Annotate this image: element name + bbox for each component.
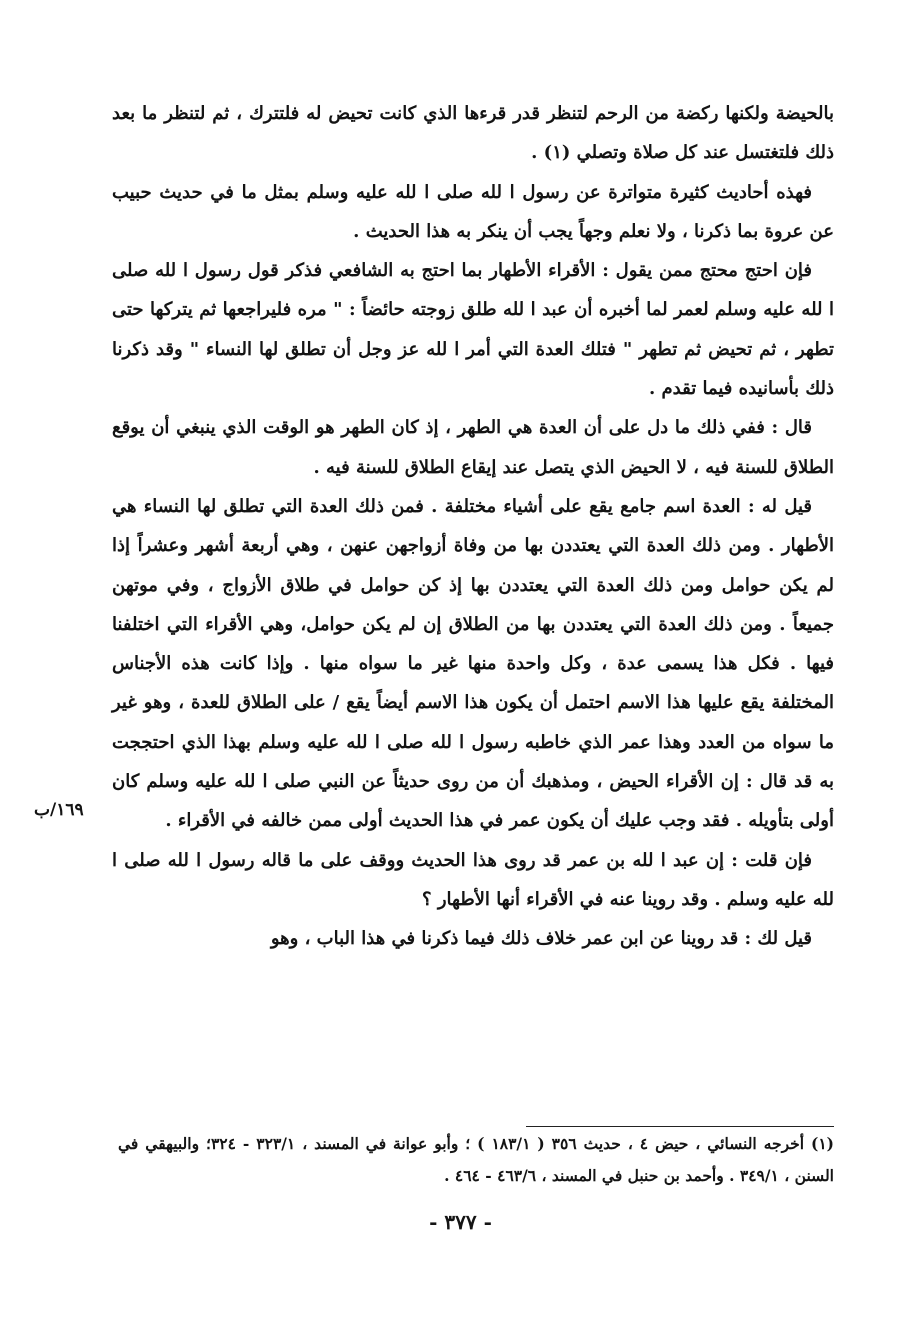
footnote-divider [526, 1126, 834, 1127]
footnotes [118, 1128, 834, 1192]
paragraph-argument: قال : ففي ذلك ما دل على أن العدة هي الطهر ، إذ كان الطهر هو الوقت الذي ينبغي أن يوقع الطلاق للسنة فيه ، لا الحيض الذي يتصل عند إيقاع الطلاق للسنة فيه . [112, 417, 834, 478]
paragraph-reply: قيل له : العدة اسم جامع يقع على أشياء مختلفة . فمن ذلك العدة التي تطلق لها النساء هي الأطهار . ومن ذلك العدة التي يعتددن بها من وفاة أزواجهن عنهن ، وهي أربعة أشهر وعشراً إذا لم يكن حوامل ومن ذلك العدة التي يعتددن بها إذ كن حوامل في طلاق الأزواج ، وفي موتهن جميعاً . ومن ذلك العدة التي يعتددن بها من الطلاق إن لم يكن حوامل، وهي الأقراء التي اختلفنا فيها . فكل هذا يسمى عدة ، وكل واحدة منها غير ما سواه منها . وإذا كانت هذه الأجناس المختلفة يقع عليها هذا الاسم احتمل أن يكون هذا الاسم أيضاً يقع / على الطلاق للعدة ، وهو غير ما سواه من العدد وهذا عمر الذي خاطبه رسول ا لله صلى ا لله عليه وسلم بهذا الذي احتججت به قد قال : إن الأقراء الحيض ، ومذهبك أن من روى حديثاً عن النبي صلى ا لله عليه وسلم كان أولى بتأويله . فقد وجب عليك أن يكون عمر في هذا الحديث أولى ممن خالفه في الأقراء . [112, 495, 835, 832]
main-text-body [112, 94, 834, 959]
manuscript-folio-note: ١٦٩/ب [34, 800, 84, 820]
footnote-1: (١) أخرجه النسائي ، حيض ٤ ، حديث ٣٥٦ ( ١٨٣/١ ) ؛ وأبو عوانة في المسند ، ٣٢٣/١ - ٣٢٤؛ والبيهقي في السنن ، ٣٤٩/١ . وأحمد بن حنبل في المسند ، ٤٦٣/٦ - ٤٦٤ . [118, 1134, 834, 1185]
paragraph-continuation: بالحيضة ولكنها ركضة من الرحم لتنظر قدر قرءها الذي كانت تحيض له فلتترك ، ثم لتنظر ما بعد ذلك فلتغتسل عند كل صلاة وتصلي (١) . [112, 103, 834, 164]
paragraph-hadith-summary: فهذه أحاديث كثيرة متواترة عن رسول ا لله صلى ا لله عليه وسلم بمثل ما في حديث حبيب عن عروة بما ذكرنا ، ولا نعلم وجهاً يجب أن ينكر به هذا الحديث . [112, 181, 834, 242]
paragraph-objection: فإن احتج محتج ممن يقول : الأقراء الأطهار بما احتج به الشافعي فذكر قول رسول ا لله صلى ا لله عليه وسلم لعمر لما أخبره أن عبد ا لله طلق زوجته حائضاً : " مره فليراجعها ثم يتركها حتى تطهر ، ثم تحيض ثم تطهر " فتلك العدة التي أمر ا لله عز وجل أن تطلق لها النساء " وقد ذكرنا ذلك بأسانيده فيما تقدم . [112, 260, 834, 400]
page-number: - ٣٧٧ - [429, 1210, 492, 1234]
paragraph-second-objection: فإن قلت : إن عبد ا لله بن عمر قد روى هذا الحديث ووقف على ما قاله رسول ا لله صلى ا لله عليه وسلم . وقد روينا عنه في الأقراء أنها الأطهار ؟ [112, 849, 834, 910]
paragraph-second-reply: قيل لك : قد روينا عن ابن عمر خلاف ذلك فيما ذكرنا في هذا الباب ، وهو [270, 928, 812, 950]
